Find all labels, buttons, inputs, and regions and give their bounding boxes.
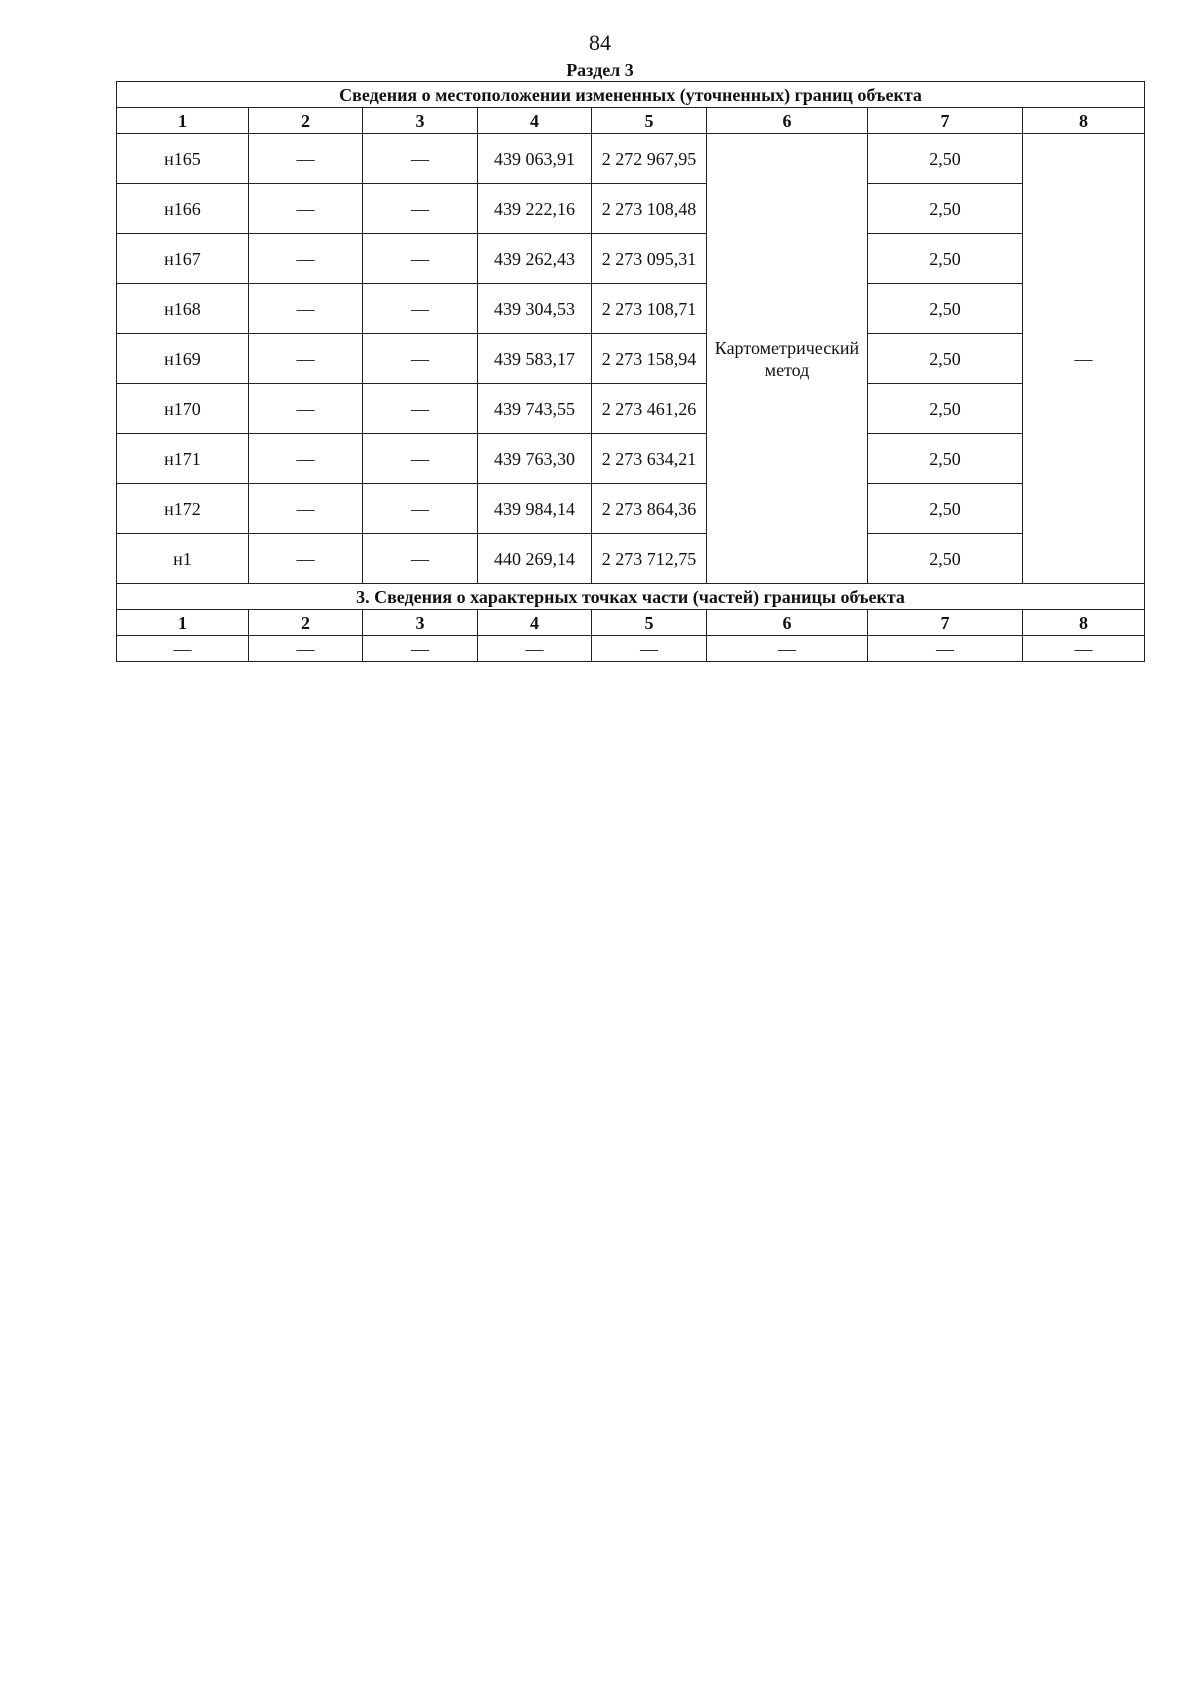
table2-header-cell: 2	[249, 610, 363, 636]
table1-header-row	[117, 108, 1145, 134]
table2-header-cell: 6	[707, 610, 868, 636]
coord-x: 439 743,55	[478, 384, 592, 434]
table2-row	[117, 636, 1145, 662]
table1-row	[117, 134, 1145, 184]
col2-value: —	[249, 534, 363, 584]
table2-title-row	[117, 584, 1145, 610]
point-name: н166	[117, 184, 249, 234]
table2-header-cell: 3	[363, 610, 478, 636]
coord-y: 2 273 095,31	[592, 234, 707, 284]
coord-x: 440 269,14	[478, 534, 592, 584]
table2-cell: —	[707, 636, 868, 662]
col3-value: —	[363, 484, 478, 534]
coord-y: 2 273 712,75	[592, 534, 707, 584]
accuracy-value: 2,50	[868, 184, 1023, 234]
col2-value: —	[249, 484, 363, 534]
table2-cell: —	[117, 636, 249, 662]
accuracy-value: 2,50	[868, 434, 1023, 484]
table2-cell: —	[868, 636, 1023, 662]
table1-row	[117, 434, 1145, 484]
table1-header-cell: 3	[363, 108, 478, 134]
coord-x: 439 222,16	[478, 184, 592, 234]
coord-y: 2 273 108,48	[592, 184, 707, 234]
col2-value: —	[249, 434, 363, 484]
table1-row	[117, 234, 1145, 284]
col8-value: —	[1023, 134, 1145, 584]
table2-title: 3. Сведения о характерных точках части (частей) границы объекта	[117, 584, 1145, 610]
coord-y: 2 273 864,36	[592, 484, 707, 534]
table1-row	[117, 184, 1145, 234]
col2-value: —	[249, 384, 363, 434]
point-name: н170	[117, 384, 249, 434]
col3-value: —	[363, 184, 478, 234]
table1-header-cell: 7	[868, 108, 1023, 134]
table2-cell: —	[363, 636, 478, 662]
table1-header-cell: 4	[478, 108, 592, 134]
coord-x: 439 304,53	[478, 284, 592, 334]
point-name: н169	[117, 334, 249, 384]
coord-y: 2 272 967,95	[592, 134, 707, 184]
table1-header-cell: 1	[117, 108, 249, 134]
col2-value: —	[249, 284, 363, 334]
coord-y: 2 273 108,71	[592, 284, 707, 334]
coord-x: 439 763,30	[478, 434, 592, 484]
coord-x: 439 262,43	[478, 234, 592, 284]
table2-cell: —	[592, 636, 707, 662]
point-name: н172	[117, 484, 249, 534]
col3-value: —	[363, 134, 478, 184]
table1-header-cell: 2	[249, 108, 363, 134]
coord-y: 2 273 461,26	[592, 384, 707, 434]
col3-value: —	[363, 384, 478, 434]
table1-row	[117, 534, 1145, 584]
col3-value: —	[363, 434, 478, 484]
section-title: Раздел 3	[566, 60, 634, 80]
accuracy-value: 2,50	[868, 484, 1023, 534]
table2-header-cell: 7	[868, 610, 1023, 636]
point-name: н167	[117, 234, 249, 284]
table2-cell: —	[1023, 636, 1145, 662]
table1-row	[117, 334, 1145, 384]
col2-value: —	[249, 334, 363, 384]
table1-row	[117, 284, 1145, 334]
coord-y: 2 273 634,21	[592, 434, 707, 484]
accuracy-value: 2,50	[868, 384, 1023, 434]
table1-header-cell: 6	[707, 108, 868, 134]
col3-value: —	[363, 534, 478, 584]
table2-cell: —	[478, 636, 592, 662]
table2-header-cell: 8	[1023, 610, 1145, 636]
accuracy-value: 2,50	[868, 134, 1023, 184]
table2-header-row	[117, 610, 1145, 636]
point-name: н168	[117, 284, 249, 334]
table2-cell: —	[249, 636, 363, 662]
table1-row	[117, 384, 1145, 434]
point-name: н165	[117, 134, 249, 184]
accuracy-value: 2,50	[868, 334, 1023, 384]
col2-value: —	[249, 234, 363, 284]
table1-title: Сведения о местоположении измененных (уточненных) границ объекта	[117, 82, 1145, 108]
point-name: н1	[117, 534, 249, 584]
coord-x: 439 984,14	[478, 484, 592, 534]
boundary-table	[116, 81, 1145, 662]
method-cell: Картометрический метод	[707, 134, 868, 584]
accuracy-value: 2,50	[868, 234, 1023, 284]
table1-title-row	[117, 82, 1145, 108]
page-number: 84	[589, 30, 611, 55]
accuracy-value: 2,50	[868, 534, 1023, 584]
coord-y: 2 273 158,94	[592, 334, 707, 384]
point-name: н171	[117, 434, 249, 484]
col2-value: —	[249, 184, 363, 234]
table2-header-cell: 1	[117, 610, 249, 636]
col3-value: —	[363, 284, 478, 334]
table1-header-cell: 5	[592, 108, 707, 134]
coord-x: 439 063,91	[478, 134, 592, 184]
col2-value: —	[249, 134, 363, 184]
col3-value: —	[363, 334, 478, 384]
table2-header-cell: 5	[592, 610, 707, 636]
col3-value: —	[363, 234, 478, 284]
coord-x: 439 583,17	[478, 334, 592, 384]
table1-row	[117, 484, 1145, 534]
accuracy-value: 2,50	[868, 284, 1023, 334]
table1-header-cell: 8	[1023, 108, 1145, 134]
table2-header-cell: 4	[478, 610, 592, 636]
